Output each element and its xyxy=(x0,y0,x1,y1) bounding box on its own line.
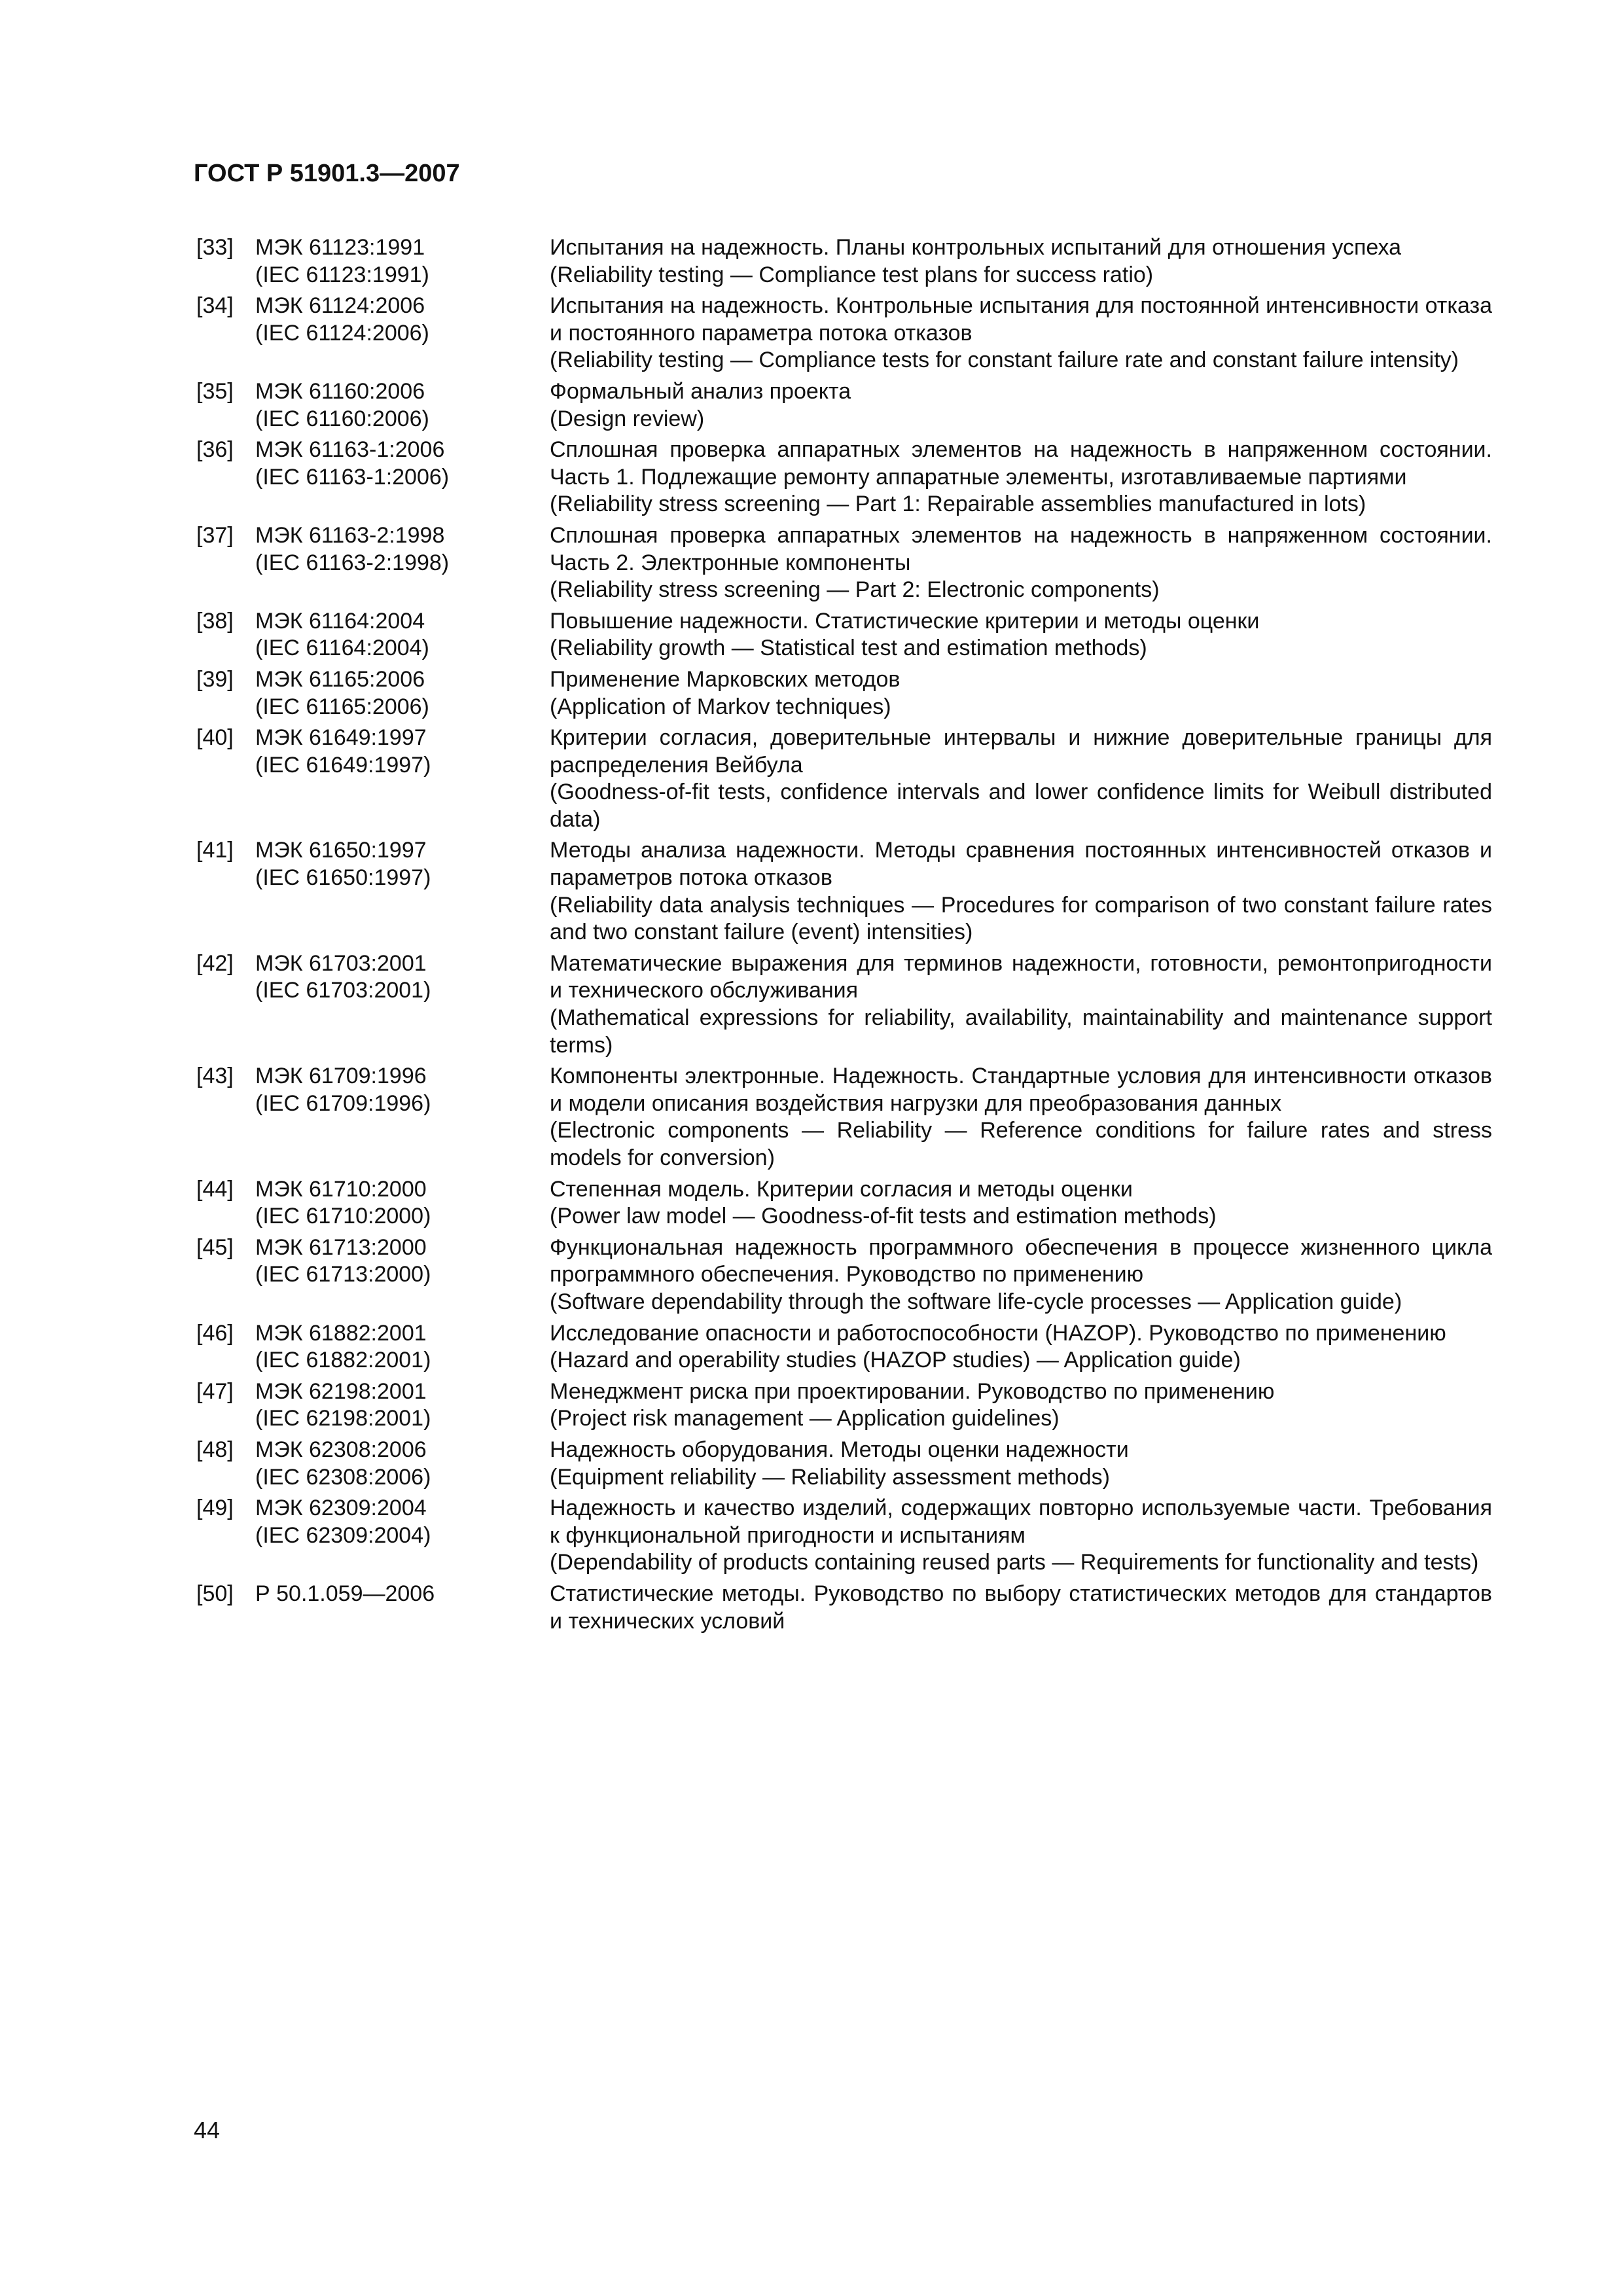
reference-number: [47] xyxy=(196,1378,234,1404)
bibliography-list xyxy=(196,234,1492,1639)
reference-entry xyxy=(196,234,1492,289)
reference-entry xyxy=(196,1437,1492,1491)
reference-description xyxy=(550,1320,1492,1374)
standard-code: МЭК 61650:1997 xyxy=(255,838,427,863)
standard-code: МЭК 61165:2006 xyxy=(255,666,425,692)
standard-codes xyxy=(255,1437,530,1491)
standard-code: МЭК 61163-1:2006 xyxy=(255,437,445,463)
reference-number: [40] xyxy=(196,725,234,751)
standard-codes xyxy=(255,1581,530,1608)
standard-code: МЭК 61124:2006 xyxy=(255,293,425,319)
reference-number: [46] xyxy=(196,1320,234,1346)
title-english: (Project risk management — Application guidelines) xyxy=(550,1406,1060,1431)
reference-entry xyxy=(196,608,1492,662)
reference-entry xyxy=(196,1378,1492,1433)
standard-code: (IEC 61650:1997) xyxy=(255,865,431,891)
standard-code: МЭК 61649:1997 xyxy=(255,725,427,751)
reference-entry xyxy=(196,950,1492,1059)
standard-code: (IEC 61649:1997) xyxy=(255,752,431,778)
reference-number: [49] xyxy=(196,1496,234,1521)
reference-entry xyxy=(196,378,1492,433)
reference-description xyxy=(550,1063,1492,1172)
standard-code: МЭК 61882:2001 xyxy=(255,1320,427,1346)
standard-code: МЭК 62198:2001 xyxy=(255,1378,427,1404)
reference-entry xyxy=(196,666,1492,721)
standard-codes xyxy=(255,1378,530,1433)
reference-number: [42] xyxy=(196,950,234,976)
title-english: (Goodness-of-fit tests, confidence intervals and lower confidence limits for Weibull distributed data) xyxy=(550,780,1492,832)
standard-code: (IEC 61160:2006) xyxy=(255,406,429,431)
standard-codes xyxy=(255,950,530,1005)
title-russian: Менеджмент риска при проектировании. Руководство по применению xyxy=(550,1378,1275,1404)
standard-code: Р 50.1.059—2006 xyxy=(255,1581,435,1606)
reference-entry xyxy=(196,1495,1492,1577)
title-russian: Компоненты электронные. Надежность. Стандартные условия для интенсивности отказов и модели описания воздействия нагрузки для преобразования данных xyxy=(550,1064,1492,1116)
standard-code: МЭК 62308:2006 xyxy=(255,1437,427,1462)
reference-description xyxy=(550,293,1492,374)
standard-codes xyxy=(255,1176,530,1230)
title-english: (Reliability testing — Compliance tests for constant failure rate and constant failure intensity) xyxy=(550,348,1459,373)
title-english: (Hazard and operability studies (HAZOP studies) — Application guide) xyxy=(550,1348,1241,1373)
standard-code: МЭК 61710:2000 xyxy=(255,1176,427,1202)
standard-codes xyxy=(255,1495,530,1549)
reference-description xyxy=(550,234,1492,289)
title-english: (Reliability data analysis techniques — Procedures for comparison of two constant failure rates and two constant failure (event) intensities) xyxy=(550,892,1492,945)
standard-code: МЭК 61703:2001 xyxy=(255,950,427,976)
reference-number: [37] xyxy=(196,522,234,548)
title-russian: Надежность и качество изделий, содержащих повторно используемые части. Требования к функциональной пригодности и испытаниям xyxy=(550,1496,1492,1548)
standard-code: (IEC 61164:2004) xyxy=(255,636,429,661)
standard-code: (IEC 61710:2000) xyxy=(255,1204,431,1229)
title-english: (Power law model — Goodness-of-fit tests and estimation methods) xyxy=(550,1204,1217,1229)
title-english: (Electronic components — Reliability — Reference conditions for failure rates and stress models for conversion) xyxy=(550,1118,1492,1170)
standard-codes xyxy=(255,522,530,577)
title-english: (Reliability growth — Statistical test and estimation methods) xyxy=(550,636,1147,661)
reference-entry xyxy=(196,1581,1492,1635)
standard-codes xyxy=(255,1234,530,1289)
title-russian: Применение Марковских методов xyxy=(550,666,901,692)
reference-entry xyxy=(196,1320,1492,1374)
reference-description xyxy=(550,522,1492,604)
standard-codes xyxy=(255,378,530,433)
reference-entry xyxy=(196,437,1492,518)
reference-number: [39] xyxy=(196,666,234,692)
title-english: (Software dependability through the software life-cycle processes — Application guide) xyxy=(550,1289,1402,1314)
standard-codes xyxy=(255,608,530,662)
page-number: 44 xyxy=(194,2117,221,2144)
title-english: (Application of Markov techniques) xyxy=(550,694,891,719)
reference-entry xyxy=(196,1063,1492,1172)
standard-code: МЭК 61709:1996 xyxy=(255,1064,427,1089)
title-russian: Надежность оборудования. Методы оценки надежности xyxy=(550,1437,1129,1462)
standard-code: (IEC 61124:2006) xyxy=(255,320,429,346)
reference-description xyxy=(550,378,1492,433)
reference-description xyxy=(550,725,1492,833)
title-russian: Методы анализа надежности. Методы сравнения постоянных интенсивностей отказов и параметров потока отказов xyxy=(550,838,1492,891)
title-russian: Испытания на надежность. Планы контрольных испытаний для отношения успеха xyxy=(550,235,1402,260)
document-header: ГОСТ Р 51901.3—2007 xyxy=(194,160,460,187)
reference-description xyxy=(550,1581,1492,1635)
title-english: (Design review) xyxy=(550,406,705,431)
reference-number: [36] xyxy=(196,437,234,463)
title-russian: Сплошная проверка аппаратных элементов на надежность в напряженном состоянии. Часть 2. Электронные компоненты xyxy=(550,522,1492,575)
standard-codes xyxy=(255,1320,530,1374)
title-russian: Испытания на надежность. Контрольные испытания для постоянной интенсивности отказа и постоянного параметра потока отказов xyxy=(550,293,1492,346)
reference-description xyxy=(550,837,1492,946)
title-russian: Степенная модель. Критерии согласия и методы оценки xyxy=(550,1176,1133,1202)
title-russian: Функциональная надежность программного обеспечения в процессе жизненного цикла программного обеспечения. Руководство по применению xyxy=(550,1234,1492,1287)
standard-code: (IEC 61703:2001) xyxy=(255,978,431,1003)
reference-description xyxy=(550,1176,1492,1230)
reference-number: [45] xyxy=(196,1234,234,1260)
standard-codes xyxy=(255,293,530,347)
standard-code: (IEC 62309:2004) xyxy=(255,1522,431,1548)
reference-number: [41] xyxy=(196,838,234,863)
reference-description xyxy=(550,666,1492,721)
reference-entry xyxy=(196,725,1492,833)
standard-code: (IEC 61165:2006) xyxy=(255,694,429,719)
standard-code: (IEC 62198:2001) xyxy=(255,1406,431,1431)
reference-number: [35] xyxy=(196,378,234,404)
standard-codes xyxy=(255,725,530,779)
reference-description xyxy=(550,1495,1492,1577)
reference-entry xyxy=(196,1234,1492,1316)
reference-number: [43] xyxy=(196,1064,234,1089)
reference-number: [50] xyxy=(196,1581,234,1606)
standard-code: (IEC 61713:2000) xyxy=(255,1262,431,1287)
standard-codes xyxy=(255,837,530,891)
reference-number: [44] xyxy=(196,1176,234,1202)
title-russian: Математические выражения для терминов надежности, готовности, ремонтопригодности и технического обслуживания xyxy=(550,950,1492,1003)
title-russian: Исследование опасности и работоспособности (HAZOP). Руководство по применению xyxy=(550,1320,1446,1346)
standard-code: МЭК 61164:2004 xyxy=(255,608,425,634)
title-english: (Reliability testing — Compliance test plans for success ratio) xyxy=(550,262,1154,287)
title-english: (Equipment reliability — Reliability assessment methods) xyxy=(550,1464,1110,1490)
title-russian: Критерии согласия, доверительные интервалы и нижние доверительные границы для распределения Вейбула xyxy=(550,725,1492,778)
reference-description xyxy=(550,1378,1492,1433)
standard-codes xyxy=(255,1063,530,1117)
reference-description xyxy=(550,950,1492,1059)
standard-codes xyxy=(255,437,530,491)
reference-description xyxy=(550,437,1492,518)
standard-codes xyxy=(255,234,530,289)
reference-entry xyxy=(196,837,1492,946)
reference-description xyxy=(550,608,1492,662)
standard-code: МЭК 61160:2006 xyxy=(255,378,425,404)
reference-entry xyxy=(196,522,1492,604)
reference-number: [34] xyxy=(196,293,234,319)
reference-number: [33] xyxy=(196,235,234,260)
reference-description xyxy=(550,1437,1492,1491)
reference-entry xyxy=(196,293,1492,374)
standard-code: (IEC 61163-1:2006) xyxy=(255,464,450,490)
standard-code: МЭК 62309:2004 xyxy=(255,1496,427,1521)
title-russian: Формальный анализ проекта xyxy=(550,378,851,404)
reference-description xyxy=(550,1234,1492,1316)
reference-number: [38] xyxy=(196,608,234,634)
standard-code: (IEC 61163-2:1998) xyxy=(255,550,450,575)
standard-codes xyxy=(255,666,530,721)
title-russian: Статистические методы. Руководство по выбору статистических методов для стандартов и технических условий xyxy=(550,1581,1492,1634)
standard-code: МЭК 61163-2:1998 xyxy=(255,522,445,548)
standard-code: (IEC 62308:2006) xyxy=(255,1464,431,1490)
title-english: (Reliability stress screening — Part 2: Electronic components) xyxy=(550,577,1160,603)
reference-entry xyxy=(196,1176,1492,1230)
title-english: (Reliability stress screening — Part 1: Repairable assemblies manufactured in lots) xyxy=(550,492,1366,517)
standard-code: МЭК 61713:2000 xyxy=(255,1234,427,1260)
title-english: (Mathematical expressions for reliability, availability, maintainability and maintenance support terms) xyxy=(550,1005,1492,1058)
title-english: (Dependability of products containing reused parts — Requirements for functionality and tests) xyxy=(550,1550,1479,1575)
standard-code: (IEC 61709:1996) xyxy=(255,1090,431,1116)
title-russian: Повышение надежности. Статистические критерии и методы оценки xyxy=(550,608,1260,634)
standard-code: (IEC 61882:2001) xyxy=(255,1348,431,1373)
standard-code: (IEC 61123:1991) xyxy=(255,262,429,287)
standard-code: МЭК 61123:1991 xyxy=(255,235,425,260)
title-russian: Сплошная проверка аппаратных элементов на надежность в напряженном состоянии. Часть 1. Подлежащие ремонту аппаратные элементы, изготавливаемые партиями xyxy=(550,437,1492,490)
reference-number: [48] xyxy=(196,1437,234,1462)
